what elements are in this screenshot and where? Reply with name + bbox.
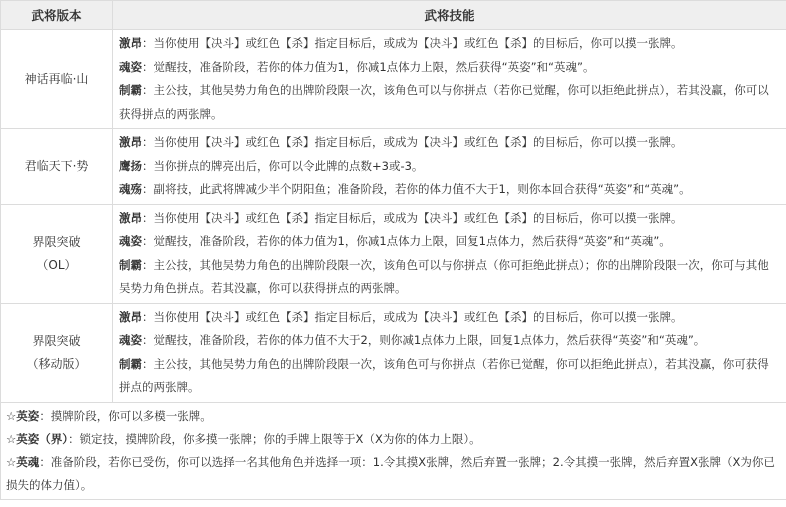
note-line xyxy=(6,428,781,451)
note-name: ☆英姿 xyxy=(6,408,40,423)
table-header-row xyxy=(1,1,786,30)
note-name: ☆英魂 xyxy=(6,454,40,469)
version-label: 神话再临·山 xyxy=(24,71,89,86)
skill-text: ：副将技，此武将牌减少半个阴阳鱼；准备阶段，若你的体力值不大于1，则你本回合获得“英姿”和“英魂”。 xyxy=(142,182,691,196)
skill-text: ：当你使用【决斗】或红色【杀】指定目标后，或成为【决斗】或红色【杀】的目标后，你可以摸一张牌。 xyxy=(142,210,683,225)
skills-cell xyxy=(113,129,786,205)
skill-name: 制霸 xyxy=(119,83,142,97)
skills-cell xyxy=(113,30,786,129)
note-text: ：准备阶段，若你已受伤，你可以选择一名其他角色并选择一项：1.令其摸X张牌，然后弃置一张牌；2.令其摸一张牌，然后弃置X张牌（X为你已损失的体力值）。 xyxy=(6,454,775,492)
note-line xyxy=(6,451,781,497)
skill-name: 激昂 xyxy=(119,135,142,149)
version-label: （移动版） xyxy=(26,356,87,371)
skill-name: 魂殇 xyxy=(119,182,142,196)
version-label: 界限突破 xyxy=(32,333,81,348)
skill-line xyxy=(119,131,780,155)
skill-text: ：当你使用【决斗】或红色【杀】指定目标后，或成为【决斗】或红色【杀】的目标后，你可以摸一张牌。 xyxy=(142,135,683,149)
skill-name: 魂姿 xyxy=(119,333,142,347)
note-text: ：锁定技，摸牌阶段，你多摸一张牌；你的手牌上限等于X（X为你的体力上限）。 xyxy=(68,431,481,446)
skill-name: 制霸 xyxy=(119,257,142,272)
skill-name: 魂姿 xyxy=(119,234,142,248)
skill-name: 激昂 xyxy=(119,309,142,324)
skill-text: ：当你拼点的牌亮出后，你可以令此牌的点数+3或-3。 xyxy=(142,158,424,173)
skills-cell xyxy=(113,204,786,303)
skill-name: 鹰扬 xyxy=(119,158,142,173)
column-header-version: 武将版本 xyxy=(1,1,113,30)
skill-line xyxy=(119,207,780,231)
column-header-skills: 武将技能 xyxy=(113,1,786,30)
skill-text: ：主公技，其他吴势力角色的出牌阶段限一次，该角色可与你拼点（若你已觉醒，你可以拒绝此拼点），若其没赢，你可获得拼点的两张牌。 xyxy=(119,356,769,394)
version-cell xyxy=(1,129,113,205)
skill-text: ：主公技，其他吴势力角色的出牌阶段限一次，该角色可以与你拼点（若你已觉醒，你可以拒绝此拼点），若其没赢，你可以获得拼点的两张牌。 xyxy=(119,83,769,121)
table-row xyxy=(1,129,786,205)
note-line xyxy=(6,405,781,428)
table-row xyxy=(1,303,786,402)
notes-section xyxy=(1,402,786,499)
skill-line xyxy=(119,306,780,330)
table-row xyxy=(1,204,786,303)
skill-line xyxy=(119,178,780,202)
note-text: ：摸牌阶段，你可以多模一张牌。 xyxy=(39,408,212,423)
version-label: 君临天下·势 xyxy=(24,158,89,173)
skill-text: ：觉醒技，准备阶段，若你的体力值不大于2，则你减1点体力上限，回复1点体力，然后获得“英姿”和“英魂”。 xyxy=(142,333,706,347)
skill-name: 制霸 xyxy=(119,356,142,371)
skill-name: 激昂 xyxy=(119,36,142,50)
table-row xyxy=(1,30,786,129)
version-label: （OL） xyxy=(36,257,77,272)
skill-name: 魂姿 xyxy=(119,59,142,74)
skill-line xyxy=(119,32,780,56)
skill-line xyxy=(119,56,780,80)
skills-cell xyxy=(113,303,786,402)
skill-text: ：当你使用【决斗】或红色【杀】指定目标后，或成为【决斗】或红色【杀】的目标后，你可以摸一张牌。 xyxy=(142,309,683,324)
skill-line xyxy=(119,230,780,254)
skill-text: ：主公技，其他吴势力角色的出牌阶段限一次，该角色可以与你拼点（你可拒绝此拼点）；你的出牌阶段限一次，你可与其他吴势力角色拼点。若其没赢，你可以获得拼点的两张牌。 xyxy=(119,257,769,295)
skill-text: ：觉醒技，准备阶段，若你的体力值为1，你减1点体力上限，然后获得“英姿”和“英魂”。 xyxy=(142,59,595,74)
skill-line xyxy=(119,79,780,126)
note-name: ☆英姿（界） xyxy=(6,431,69,446)
version-label: 界限突破 xyxy=(32,234,81,249)
version-cell xyxy=(1,303,113,402)
skill-line xyxy=(119,254,780,301)
version-cell xyxy=(1,30,113,129)
skill-line xyxy=(119,353,780,400)
skill-name: 激昂 xyxy=(119,210,142,225)
skill-line xyxy=(119,329,780,353)
version-cell xyxy=(1,204,113,303)
skill-line xyxy=(119,155,780,179)
skill-text: ：觉醒技，准备阶段，若你的体力值为1，你减1点体力上限，回复1点体力，然后获得“英姿”和“英魂”。 xyxy=(142,234,671,248)
skill-text: ：当你使用【决斗】或红色【杀】指定目标后，或成为【决斗】或红色【杀】的目标后，你可以摸一张牌。 xyxy=(142,36,683,50)
